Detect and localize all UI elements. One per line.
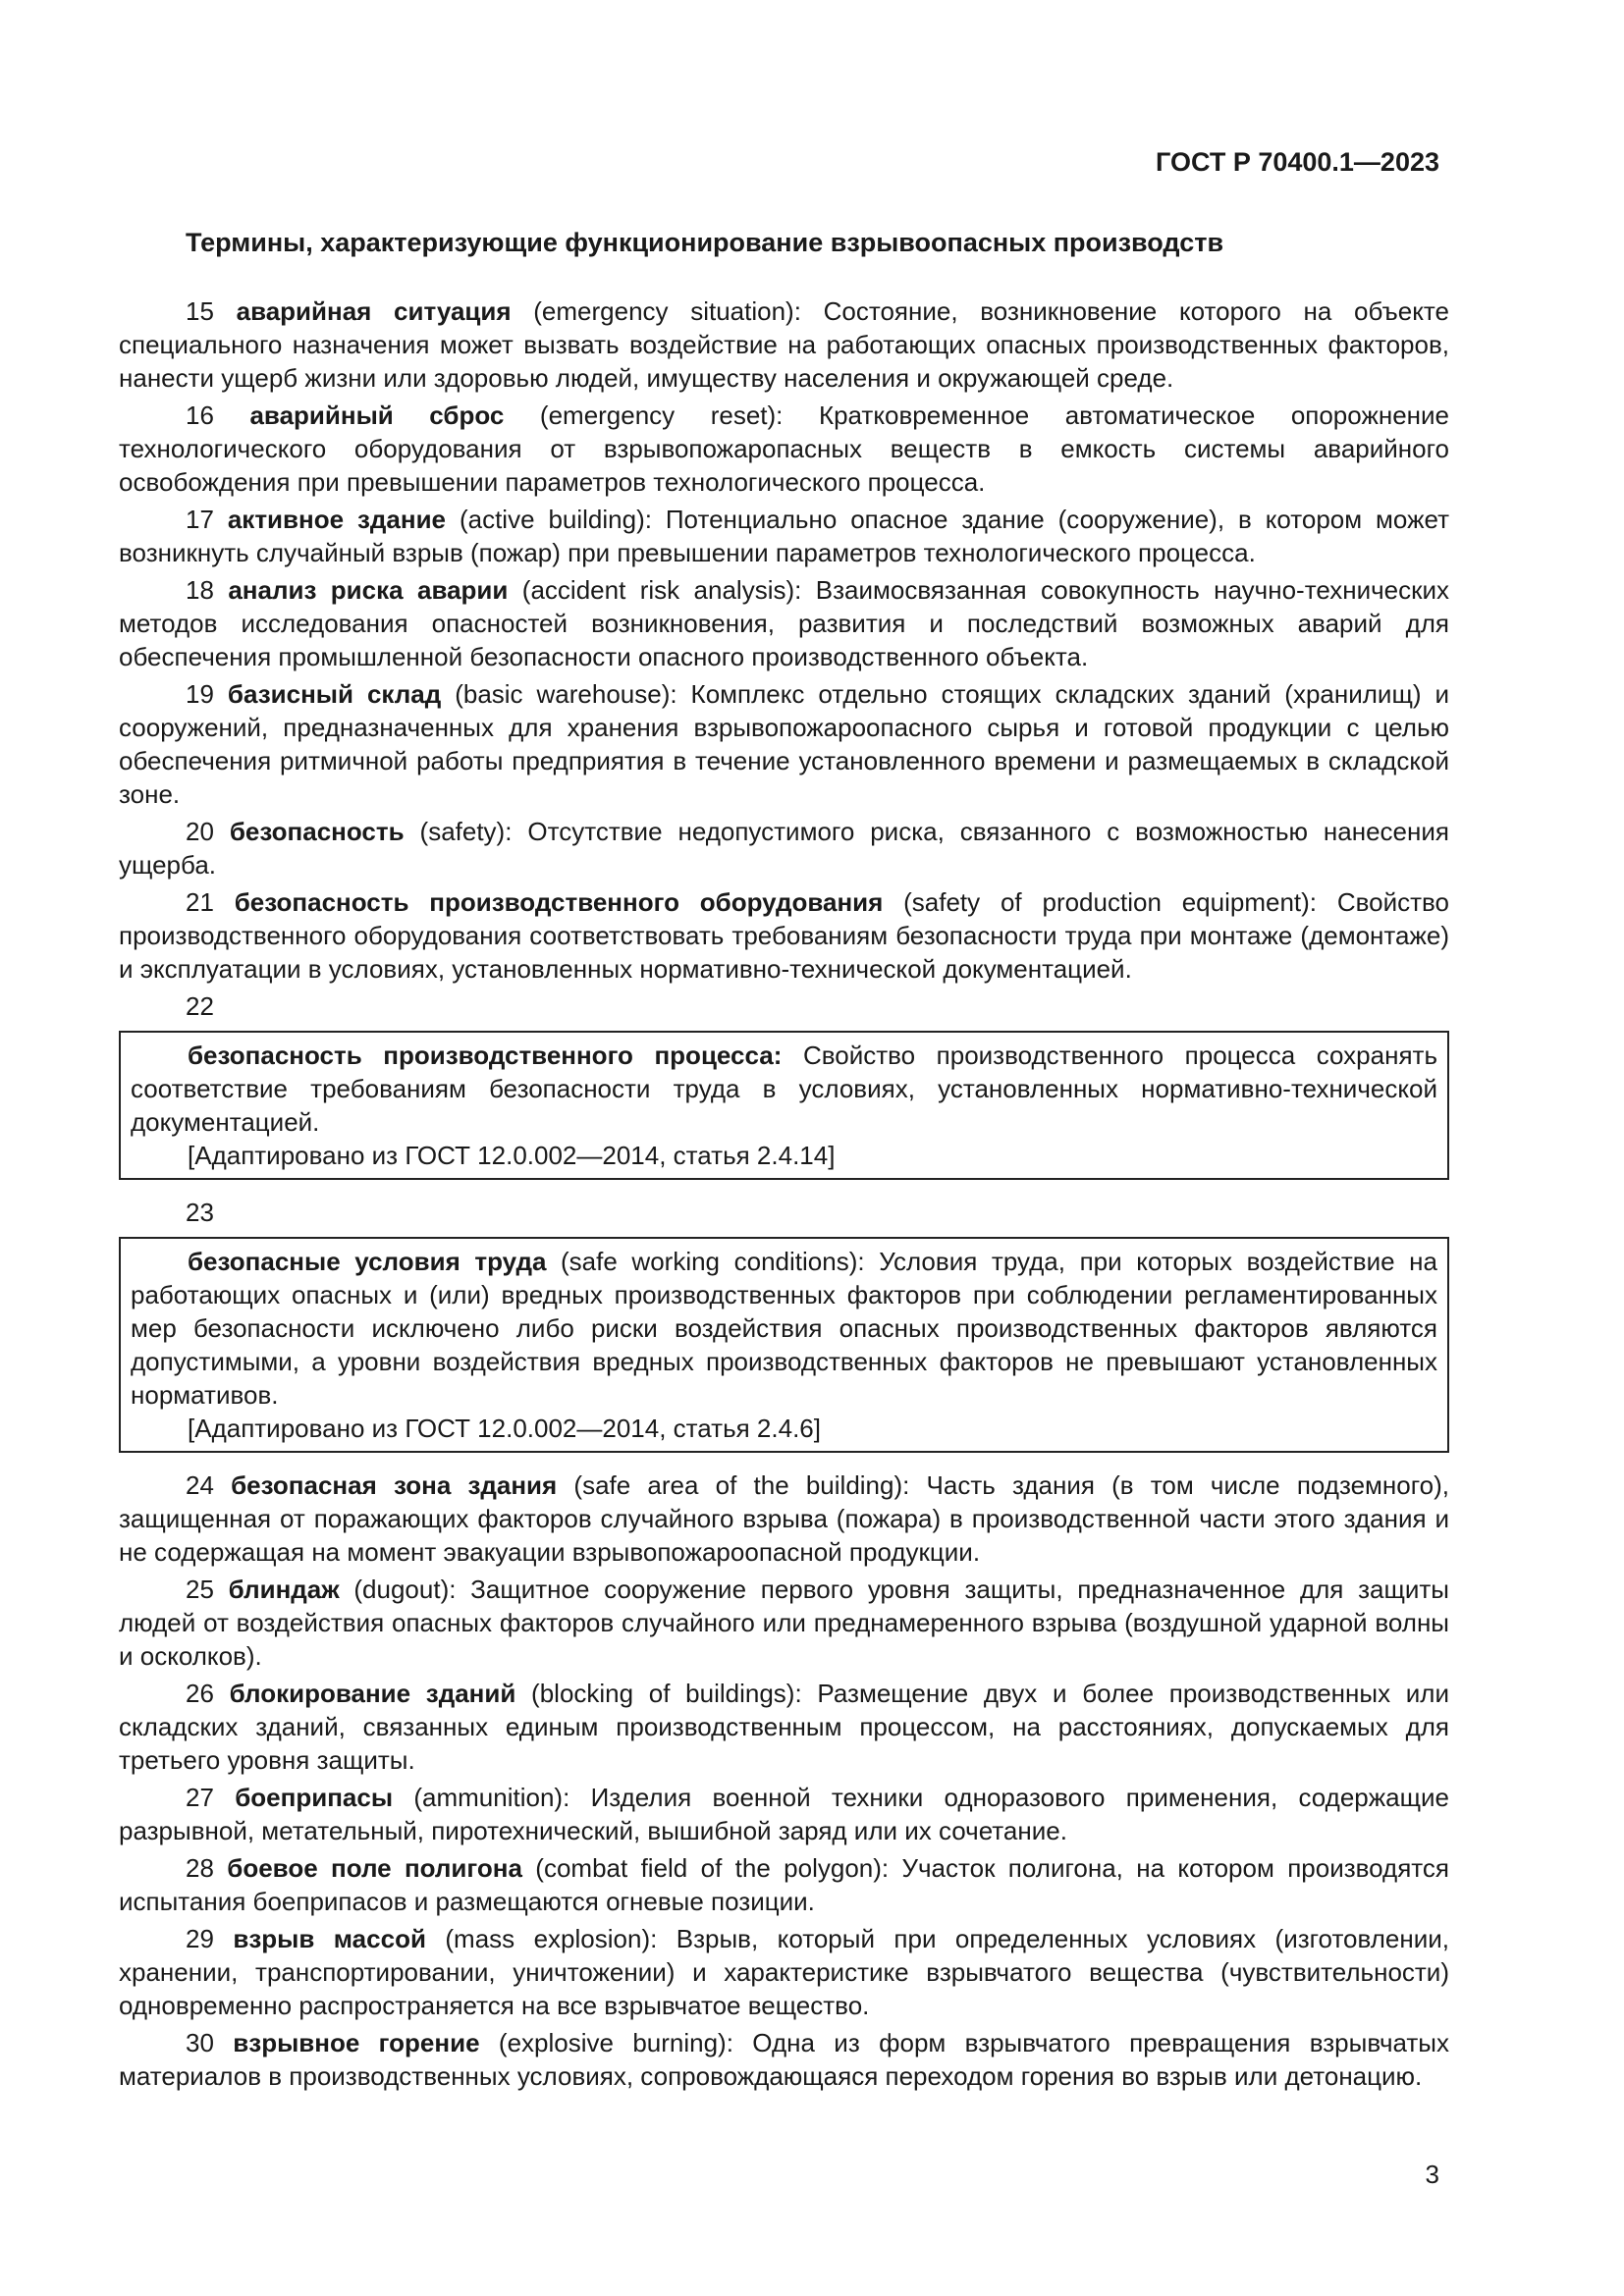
term-definition: Свойство производственного процесса сохранять соответствие требованиям безопасности труда в условиях, установленных нормативно-технической документацией. — [131, 1041, 1437, 1137]
term-definition: (safe area of the building): Часть здания (в том числе подземного), защищенная от поражающих факторов случайного взрыва (пожара) в производственной части этого здания и не содержащая на момент эвакуации взрывопожароопасной продукции. — [119, 1470, 1449, 1567]
term-definition: (safety): Отсутствие недопустимого риска, связанного с возможностью нанесения ущерба. — [119, 817, 1449, 880]
term-number: 15 — [186, 296, 214, 326]
term-number: 18 — [186, 575, 214, 605]
term-number: 25 — [186, 1575, 214, 1604]
term-17 — [119, 503, 1449, 569]
term-22-source: [Адаптировано из ГОСТ 12.0.002—2014, статья 2.4.14] — [188, 1141, 836, 1170]
term-number: 21 — [186, 887, 214, 917]
term-name: безопасность — [229, 817, 405, 846]
term-23-box — [119, 1237, 1449, 1453]
term-number: 29 — [186, 1924, 214, 1953]
term-22-box — [119, 1031, 1449, 1180]
term-22-number: 22 — [186, 991, 214, 1021]
term-number: 24 — [186, 1470, 214, 1500]
term-definition: (blocking of buildings): Размещение двух и более производственных или складских зданий, связанных единым производственным процессом, на расстояниях, допускаемых для третьего уровня защиты. — [119, 1679, 1449, 1775]
term-definition: (combat field of the polygon): Участок полигона, на котором производятся испытания боеприпасов и размещаются огневые позиции. — [119, 1853, 1450, 1916]
term-22 — [131, 1039, 1437, 1139]
term-name: боеприпасы — [235, 1783, 394, 1812]
term-definition: (emergency situation): Состояние, возникновение которого на объекте специального назначения может вызвать воздействие на работающих опасных производственных факторов, нанести ущерб жизни или здоровью людей, имуществу населения и окружающей среде. — [119, 296, 1449, 393]
term-21 — [119, 885, 1449, 986]
term-name: безопасная зона здания — [231, 1470, 558, 1500]
term-definition: (mass explosion): Взрыв, который при определенных условиях (изготовлении, хранении, транспортировании, уничтожении) и характеристике взрывчатого вещества (чувствительности) одновременно распространяется на все взрывчатое вещество. — [119, 1924, 1449, 2020]
term-definition: (explosive burning): Одна из форм взрывчатого превращения взрывчатых материалов в производственных условиях, сопровождающаяся переходом горения во взрыв или детонацию. — [119, 2028, 1449, 2091]
term-number: 19 — [186, 679, 214, 709]
term-24 — [119, 1468, 1449, 1569]
term-definition: (safety of production equipment): Свойство производственного оборудования соответствовать требованиям безопасности труда при монтаже (демонтаже) и эксплуатации в условиях, установленных нормативно-технической документацией. — [119, 887, 1450, 984]
term-number: 27 — [186, 1783, 214, 1812]
term-number: 30 — [186, 2028, 214, 2057]
term-definition: (accident risk analysis): Взаимосвязанная совокупность научно-технических методов исследования опасностей возникновения, развития и последствий возможных аварий для обеспечения промышленной безопасности опасного производственного объекта. — [119, 575, 1449, 671]
section-title: Термины, характеризующие функционирование взрывоопасных производств — [186, 228, 1224, 257]
term-definition: (dugout): Защитное сооружение первого уровня защиты, предназначенное для защиты людей от воздействия опасных факторов случайного или преднамеренного взрыва (воздушной ударной волны и осколков). — [119, 1575, 1449, 1671]
term-name: безопасность производственного оборудования — [234, 887, 884, 917]
term-definition: (emergency reset): Кратковременное автоматическое опорожнение технологического оборудования от взрывопожаропасных веществ в емкость системы аварийного освобождения при превышении параметров технологического процесса. — [119, 400, 1449, 497]
term-name: безопасные условия труда — [188, 1247, 547, 1276]
term-number: 17 — [186, 505, 214, 534]
term-23 — [131, 1245, 1437, 1412]
term-number: 28 — [186, 1853, 214, 1883]
term-name: базисный склад — [227, 679, 442, 709]
term-name: аварийная ситуация — [236, 296, 512, 326]
term-definition: (ammunition): Изделия военной техники одноразового применения, содержащие разрывной, метательный, пиротехнический, вышибной заряд или их сочетание. — [119, 1783, 1449, 1845]
term-definition: (active building): Потенциально опасное здание (сооружение), в котором может возникнуть случайный взрыв (пожар) при превышении параметров технологического процесса. — [119, 505, 1449, 567]
term-name: взрывное горение — [233, 2028, 480, 2057]
term-27 — [119, 1781, 1449, 1847]
document-standard-number: ГОСТ Р 70400.1—2023 — [1156, 147, 1439, 177]
term-28 — [119, 1851, 1449, 1918]
term-definition: (safe working conditions): Условия труда, при которых воздействие на работающих опасных и (или) вредных производственных факторов при соблюдении регламентированных мер безопасности исключено либо риски воздействия опасных производственных факторов являются допустимыми, а уровни воздействия вредных производственных факторов не превышают установленных нормативов. — [131, 1247, 1437, 1410]
term-number: 20 — [186, 817, 214, 846]
term-name: активное здание — [227, 505, 447, 534]
term-name: боевое поле полигона — [227, 1853, 522, 1883]
term-29 — [119, 1922, 1449, 2022]
term-26 — [119, 1677, 1449, 1777]
term-16 — [119, 399, 1449, 499]
term-name: аварийный сброс — [249, 400, 505, 430]
term-15 — [119, 294, 1449, 395]
page-number: 3 — [1425, 2160, 1439, 2189]
term-name: анализ риска аварии — [228, 575, 509, 605]
term-name: безопасность производственного процесса: — [188, 1041, 783, 1070]
term-name: блиндаж — [228, 1575, 340, 1604]
term-23-source: [Адаптировано из ГОСТ 12.0.002—2014, статья 2.4.6] — [188, 1414, 821, 1443]
term-number: 26 — [186, 1679, 214, 1708]
term-19 — [119, 677, 1449, 811]
term-20 — [119, 815, 1449, 881]
term-number: 16 — [186, 400, 214, 430]
term-23-number: 23 — [186, 1198, 214, 1227]
term-30 — [119, 2026, 1449, 2093]
term-definition: (basic warehouse): Комплекс отдельно стоящих складских зданий (хранилищ) и сооружений, предназначенных для хранения взрывопожароопасного сырья и готовой продукции с целью обеспечения ритмичной работы предприятия в течение установленного времени и размещаемых в складской зоне. — [119, 679, 1449, 809]
term-name: блокирование зданий — [229, 1679, 516, 1708]
term-name: взрыв массой — [233, 1924, 426, 1953]
terms-list — [119, 294, 1449, 2097]
term-18 — [119, 573, 1449, 673]
term-25 — [119, 1573, 1449, 1673]
